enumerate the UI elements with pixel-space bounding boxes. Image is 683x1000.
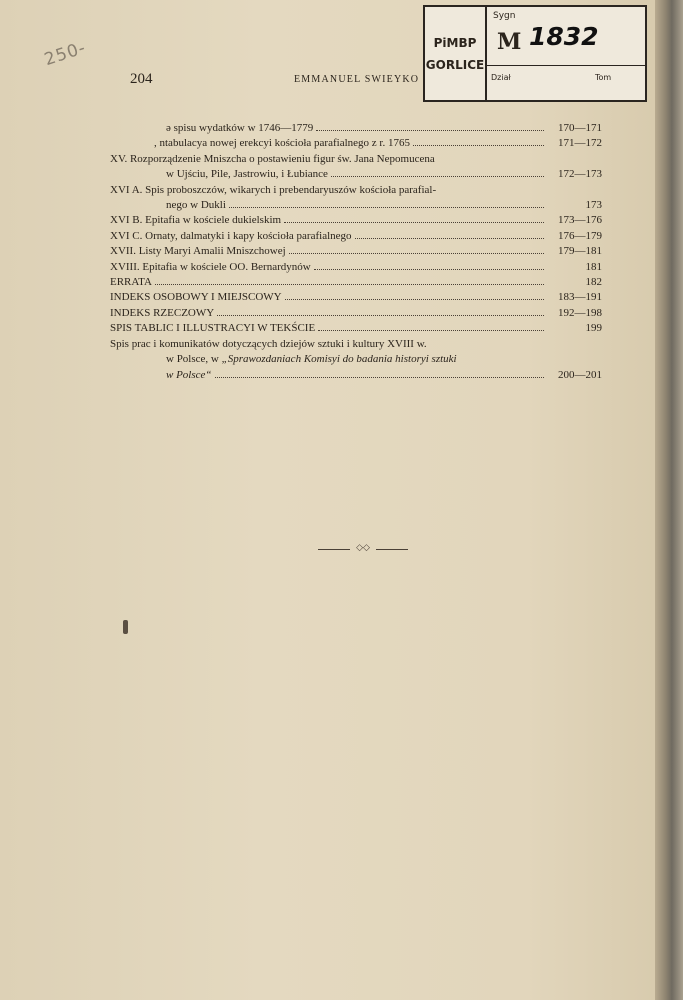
ink-smudge — [123, 620, 128, 634]
stamp-dzial-label: Dział — [491, 73, 511, 82]
leader-dots — [284, 214, 544, 223]
page-number: 204 — [130, 71, 153, 87]
toc-entry-label: SPIS TABLIC I ILLUSTRACYI W TEKŚCIE — [110, 322, 316, 335]
running-head: EMMANUEL SWIEYKO — [294, 74, 420, 85]
library-stamp — [423, 5, 647, 102]
toc-entry-label: nego w Dukli — [166, 199, 226, 212]
stamp-library-line1: PiMBP — [433, 35, 477, 50]
toc-entry — [110, 152, 602, 167]
toc-entry-pages: 192—198 — [558, 306, 602, 319]
toc-entry-pages: 200—201 — [558, 368, 602, 381]
leader-dots — [215, 369, 544, 378]
toc-entry-pages: 199 — [585, 322, 602, 335]
toc-entry-pages: 182 — [585, 276, 602, 289]
toc-entry-pages: 183—191 — [558, 291, 602, 304]
toc-entry-label: XVI A. Spis proboszczów, wikarych i prebendaryuszów kościoła parafial- — [110, 183, 437, 196]
toc-entry-pages: 173 — [585, 199, 602, 212]
stamp-tom-label: Tom — [595, 73, 612, 82]
toc-entry-pages: 173—176 — [558, 214, 602, 227]
toc-entry — [110, 213, 602, 228]
toc-entry — [110, 306, 602, 321]
leader-dots — [316, 122, 544, 131]
table-of-contents — [110, 121, 602, 383]
leader-dots — [318, 322, 544, 331]
toc-entry-pages: 179—181 — [558, 245, 602, 258]
toc-entry-label: INDEKS OSOBOWY I MIEJSCOWY — [110, 291, 282, 304]
toc-entry — [110, 244, 602, 259]
toc-entry-text: w Polsce, w — [166, 353, 222, 366]
stamp-library-line2: GORLICE — [425, 57, 485, 72]
toc-entry-title: „Sprawozdaniach Komisyi do badania historyi sztuki — [221, 353, 457, 366]
toc-entry-label: XVII. Listy Maryi Amalii Mniszchowej — [110, 245, 286, 258]
toc-entry-label: XVIII. Epitafia w kościele OO. Bernardynów — [110, 260, 311, 273]
leader-dots — [285, 291, 544, 300]
toc-entry-label: XVI C. Ornaty, dalmatyki i kapy kościoła parafialnego — [110, 229, 352, 242]
toc-entry — [110, 260, 602, 275]
leader-dots — [331, 168, 544, 177]
leader-dots — [229, 199, 544, 208]
toc-entry-title: w Polsce“ — [166, 368, 212, 381]
toc-entry — [110, 198, 602, 213]
toc-entry-pages: 171—172 — [558, 137, 602, 150]
toc-entry — [110, 121, 602, 136]
stamp-sygn-label: Sygn — [493, 11, 516, 21]
toc-entry — [110, 321, 602, 336]
toc-entry-publications — [110, 337, 602, 383]
toc-entry-label: Spis prac i komunikatów dotyczących dziejów sztuki i kultury XVIII w. — [110, 337, 427, 350]
leader-dots — [289, 245, 544, 254]
toc-entry-label: INDEKS RZECZOWY — [110, 306, 215, 319]
toc-entry-label: , ntabulacya nowej erekcyi kościoła parafialnego z r. 1765 — [154, 137, 410, 150]
ornament-divider: ◇◇ — [318, 542, 408, 553]
pencil-annotation: 250- — [41, 37, 89, 71]
toc-entry-pages: 170—171 — [558, 122, 602, 134]
toc-entry-label: XV. Rozporządzenie Mniszcha o postawieniu figur św. Jana Nepomucena — [110, 152, 435, 165]
toc-entry-label: w Ujściu, Pile, Jastrowiu, i Łubiance — [166, 168, 328, 181]
leader-dots — [155, 276, 544, 285]
toc-entry-pages: 172—173 — [558, 168, 602, 181]
leader-dots — [314, 261, 544, 270]
stamp-divider — [485, 65, 645, 66]
toc-entry-label: XVI B. Epitafia w kościele dukielskim — [110, 214, 282, 227]
toc-entry-pages: 181 — [585, 260, 602, 273]
toc-entry — [110, 229, 602, 244]
stamp-sygn-number: 1832 — [529, 22, 599, 51]
toc-entry — [110, 290, 602, 305]
leader-dots — [217, 307, 544, 316]
toc-entry-label: ERRATA — [110, 276, 152, 289]
toc-entry-pages: 176—179 — [558, 229, 602, 242]
stamp-library-name — [425, 7, 487, 100]
leader-dots — [355, 230, 544, 239]
toc-entry-label: ə spisu wydatków w 1746—1779 — [166, 122, 314, 134]
stamp-sygn-letter: M — [497, 29, 522, 55]
toc-entry — [110, 183, 602, 198]
toc-entry — [110, 275, 602, 290]
leader-dots — [413, 137, 544, 146]
toc-entry — [110, 136, 602, 151]
toc-entry — [110, 167, 602, 182]
toc-entry-continuation — [110, 352, 602, 367]
page-edge — [655, 0, 683, 1000]
